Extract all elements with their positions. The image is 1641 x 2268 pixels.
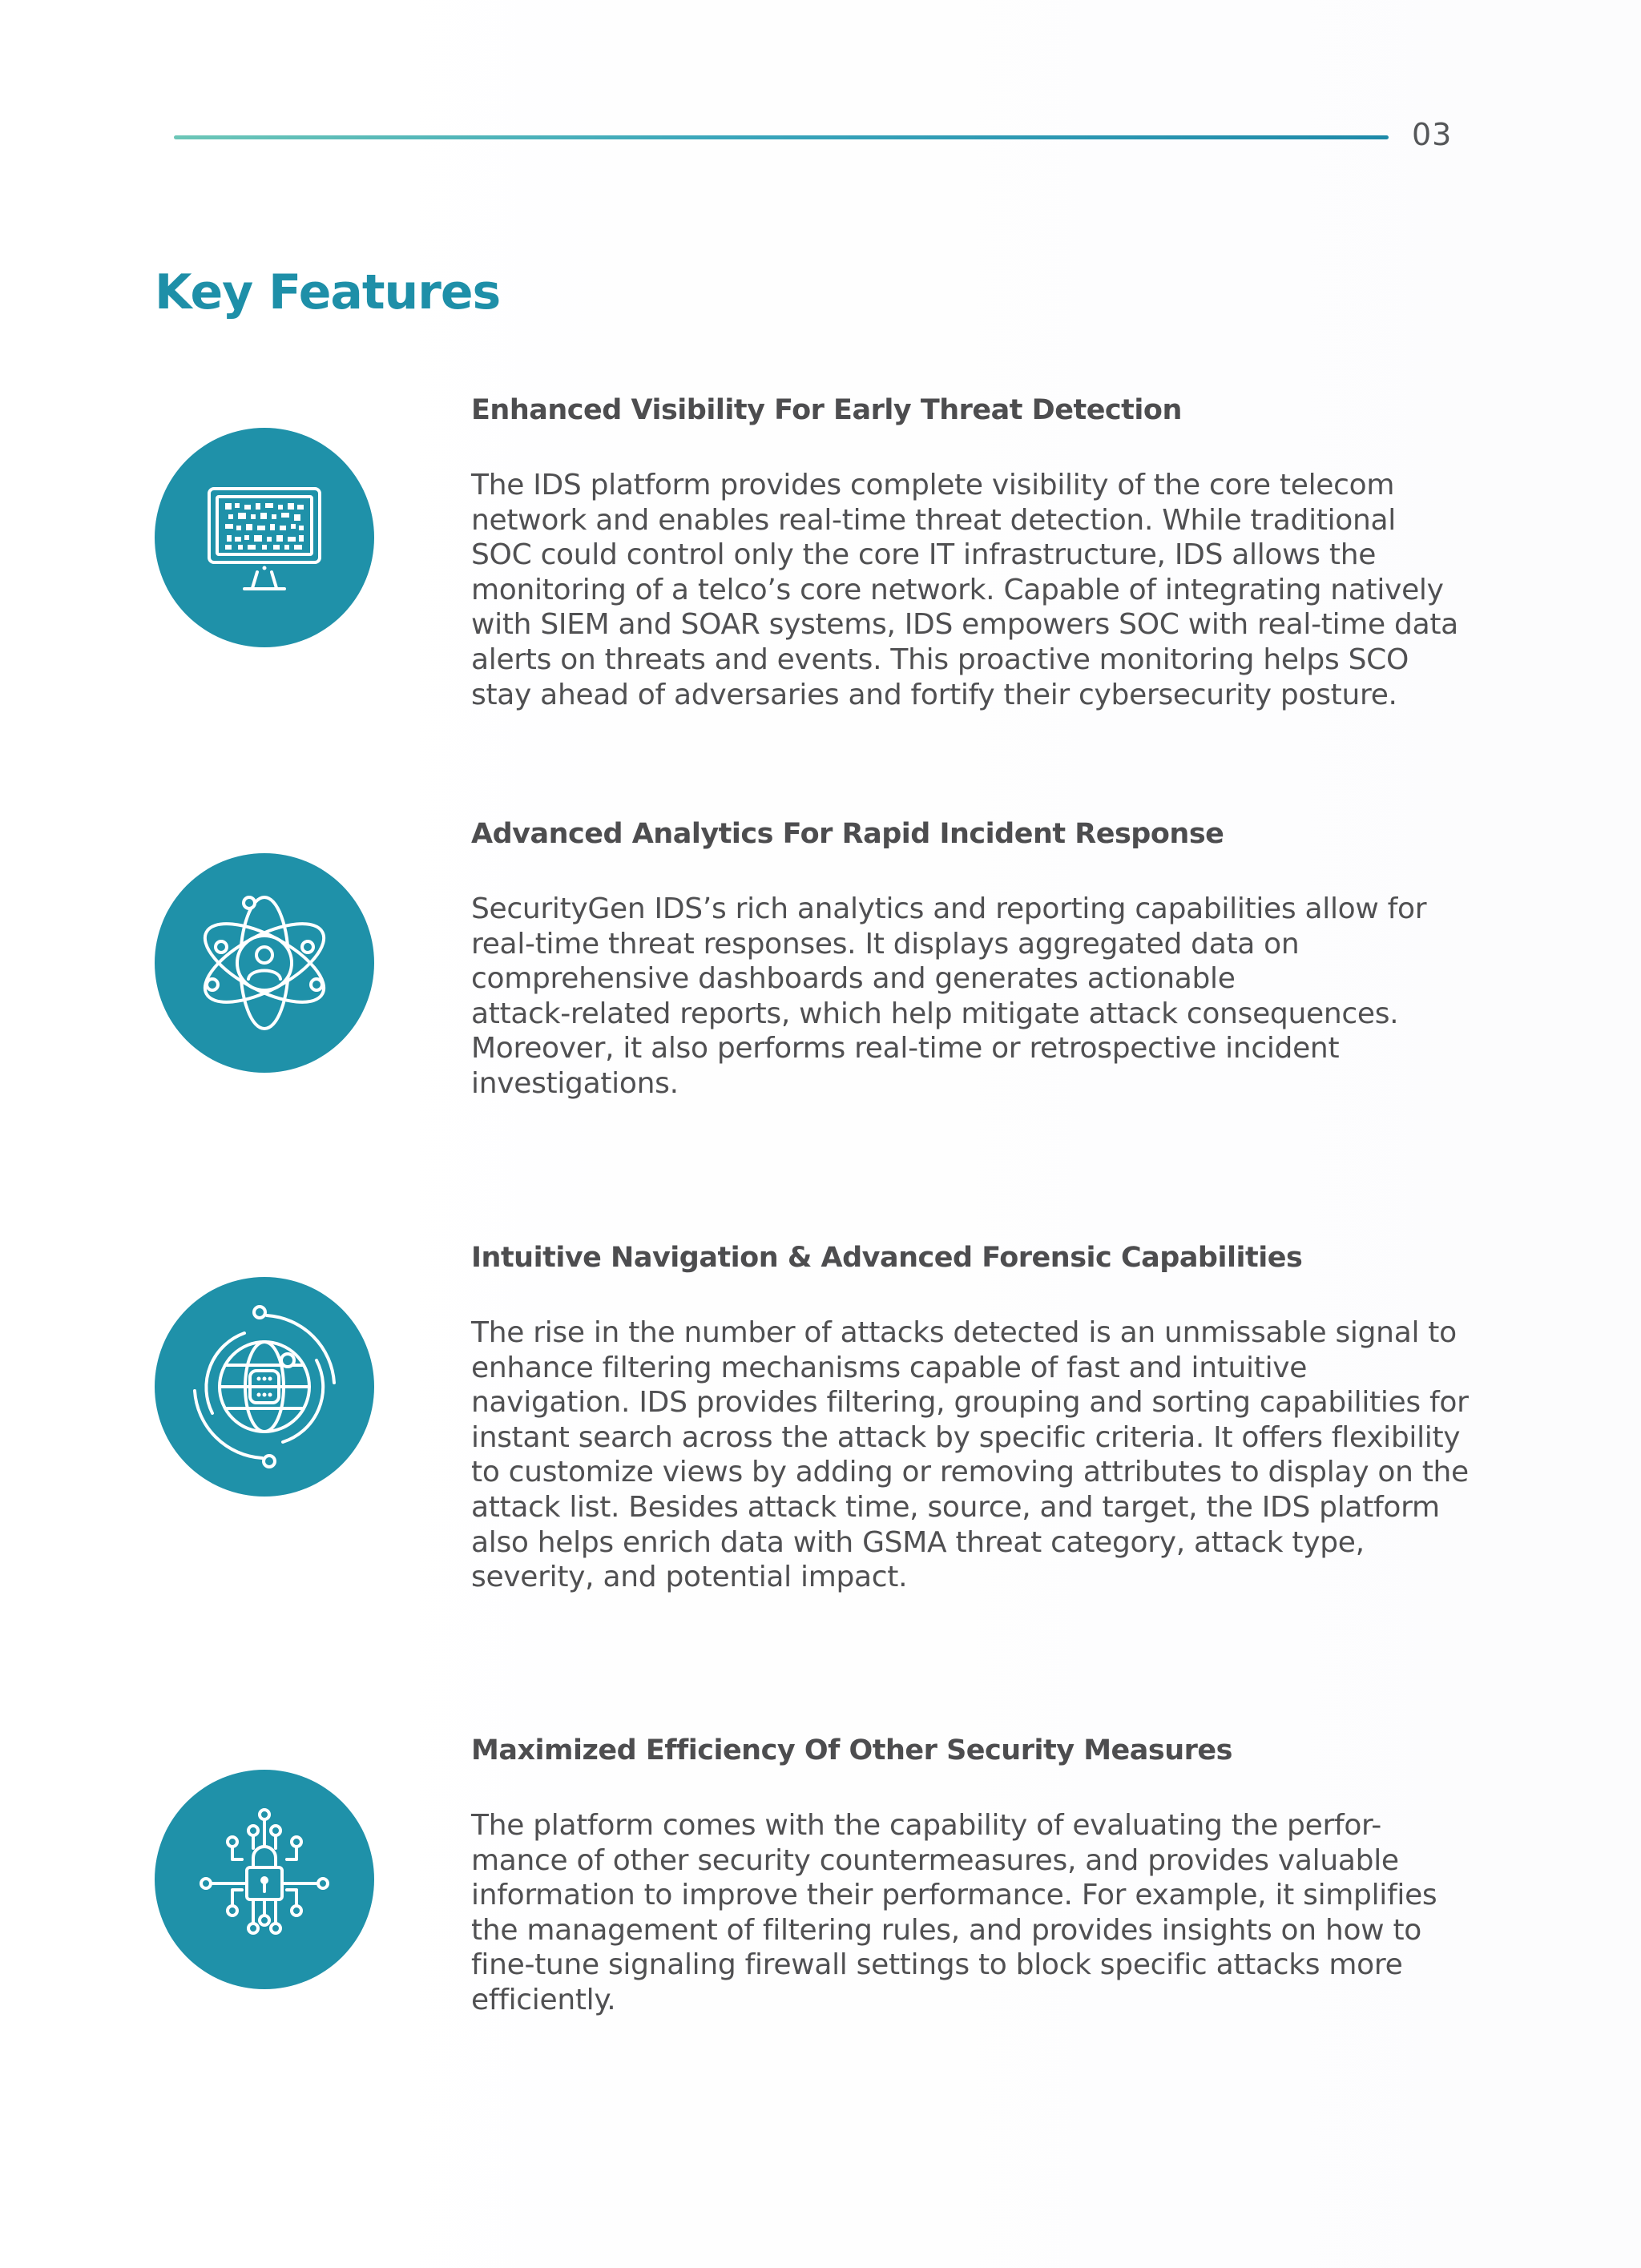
page-number: 03: [1412, 117, 1453, 152]
feature-body: The IDS platform provides complete visibility of the core telecom network and enables real-time threat detection. While traditional SOC could control only the core IT infrastructure, IDS allows the monitoring of a telco’s core network. Capable of integrating natively with SIEM and SOAR systems, IDS empowers SOC with real-time data alerts on threats and events. This proactive monitoring helps SCO stay ahead of adversaries and fortify their cybersecurity posture.: [471, 469, 1458, 711]
atom-user-icon: [155, 853, 374, 1073]
feature-heading: Enhanced Visibility For Early Threat Detection: [471, 394, 1182, 426]
globe-network-icon: [155, 1277, 374, 1497]
feature-body: The platform comes with the capability of evaluating the perfor- mance of other security countermeasures, and provides valuable information to improve their performance. For example, it simplifies the management of filtering rules, and provides insights on how to fine-tune signaling firewall settings to block specific attacks more efficiently.: [471, 1809, 1437, 2016]
feature-body: The rise in the number of attacks detected is an unmissable signal to enhance filtering mechanisms capable of fast and intuitive navigation. IDS provides filtering, grouping and sorting capabilities for instant search across the attack by specific criteria. It offers flexibility to customize views by adding or removing attributes to display on the attack list. Besides attack time, source, and target, the IDS platform also helps enrich data with GSMA threat category, attack type, severity, and potential impact.: [471, 1316, 1469, 1594]
lock-circuit-icon: [155, 1770, 374, 1989]
page-title: Key Features: [155, 264, 501, 320]
feature-text: [471, 393, 1513, 712]
header-divider-line: [174, 135, 1389, 139]
monitor-icon: [155, 428, 374, 647]
feature-text: [471, 1733, 1513, 2018]
feature-heading: Advanced Analytics For Rapid Incident Response: [471, 818, 1224, 850]
feature-text: [471, 816, 1513, 1102]
feature-heading: Intuitive Navigation & Advanced Forensic Capabilities: [471, 1242, 1303, 1274]
feature-body: SecurityGen IDS’s rich analytics and reporting capabilities allow for real-time threat responses. It displays aggregated data on comprehensive dashboards and generates actionable attack-related reports, which help mitigate attack consequences. Moreover, it also performs real-time or retrospective incident investigations.: [471, 892, 1427, 1100]
feature-text: [471, 1240, 1513, 1595]
feature-heading: Maximized Efficiency Of Other Security Measures: [471, 1734, 1232, 1766]
